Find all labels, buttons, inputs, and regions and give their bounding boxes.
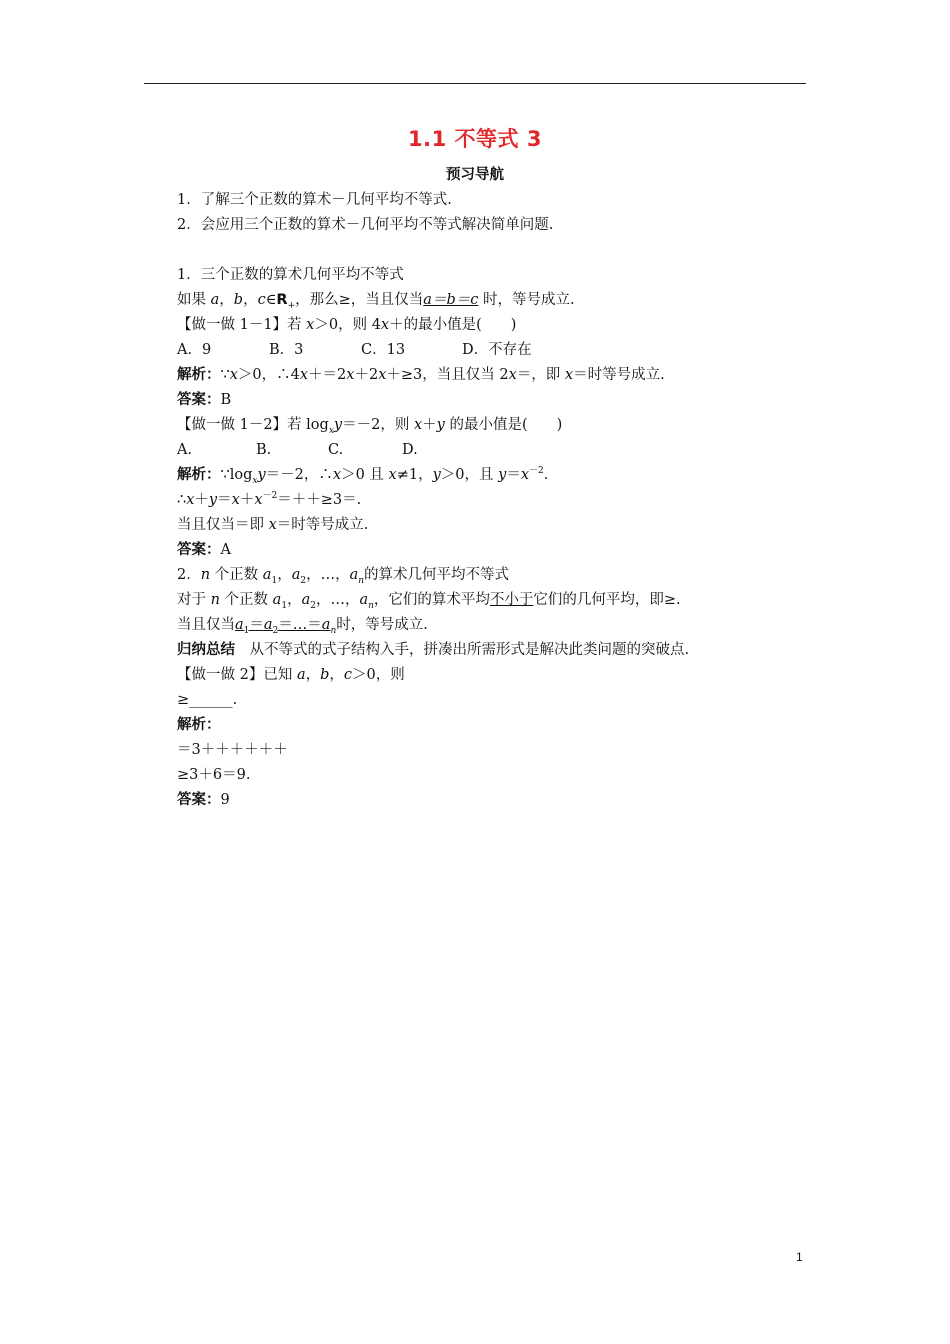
goal-1: 1．了解三个正数的算术－几何平均不等式. [177, 192, 452, 208]
option-c: C．13 [361, 342, 406, 358]
exercise-2-blank: ≥______. [177, 692, 238, 708]
exercise-2-solution-label: 解析： [177, 717, 221, 733]
page-number: 1 [796, 1250, 803, 1264]
exercise-1-1-options [177, 338, 817, 363]
goal-2: 2．会应用三个正数的算术－几何平均不等式解决简单问题. [177, 217, 554, 233]
summary: 归纳总结 从不等式的式子结构入手，拼凑出所需形式是解决此类问题的突破点. [177, 642, 690, 658]
section-2-equality: 当且仅当$a_1=a_2=\dots=a_n$时，等号成立. [177, 617, 428, 636]
header-rule [144, 83, 806, 84]
exercise-2-solution-1: ＝3＋＋＋＋＋＋ [177, 742, 288, 758]
section-2-heading: 2．n 个正数 $a_1$，$a_2$，…，$a_n$的算术几何平均不等式 [177, 567, 510, 586]
section-subtitle: 预习导航 [446, 167, 504, 183]
exercise-2-question: 【做一做 2】已知 a，b，c＞0，则 [177, 667, 405, 683]
exercise-2-solution-2: ≥3＋6＝9. [177, 767, 251, 783]
option-d: D. [402, 442, 418, 458]
page-title: 1.1 不等式 3 [408, 127, 542, 151]
option-a: A．9 [177, 342, 212, 358]
option-c: C. [328, 442, 344, 458]
exercise-1-2-answer: 答案：A [177, 542, 231, 558]
option-b: B. [256, 442, 272, 458]
exercise-1-1-solution: 解析：∵x＞0，∴4x＋＝2x＋2x＋≥3，当且仅当 2x＝，即 x＝时等号成立. [177, 367, 665, 383]
exercise-1-2-options [177, 438, 817, 463]
exercise-1-2-solution-2: $\therefore x+y=x+x^{-2}=++\ge 3=$. [177, 491, 362, 508]
section-2-statement: 对于 n 个正数 $a_1$，$a_2$，…，$a_n$，它们的算术平均不小于它们的几何平均，即≥. [177, 592, 681, 611]
exercise-1-2-solution-1: 解析：$\because\log_xy=-2$，∴x＞0 且 x≠1，y＞0，且 $y=x^{-2}$. [177, 466, 549, 486]
exercise-1-1-question: 【做一做 1－1】若 x＞0，则 4x＋的最小值是( ) [177, 317, 517, 333]
option-d: D．不存在 [462, 342, 532, 358]
exercise-1-2-question: 【做一做 1－2】若 $\log_xy=-2$，则 x＋y 的最小值是( ) [177, 417, 563, 436]
exercise-1-2-solution-3: 当且仅当＝即 x＝时等号成立. [177, 517, 369, 533]
section-1-heading: 1．三个正数的算术几何平均不等式 [177, 267, 404, 283]
section-1-statement: 如果 a，b，$c\in R_+$，那么≥，当且仅当a＝b＝c 时，等号成立. [177, 292, 575, 311]
underlined-term: 不小于 [489, 592, 534, 608]
option-a: A. [177, 442, 193, 458]
exercise-2-answer: 答案：9 [177, 792, 230, 808]
equality-condition: a＝b＝c [423, 292, 479, 308]
exercise-1-1-answer: 答案：B [177, 392, 232, 408]
document-body [177, 188, 817, 813]
option-b: B．3 [269, 342, 304, 358]
